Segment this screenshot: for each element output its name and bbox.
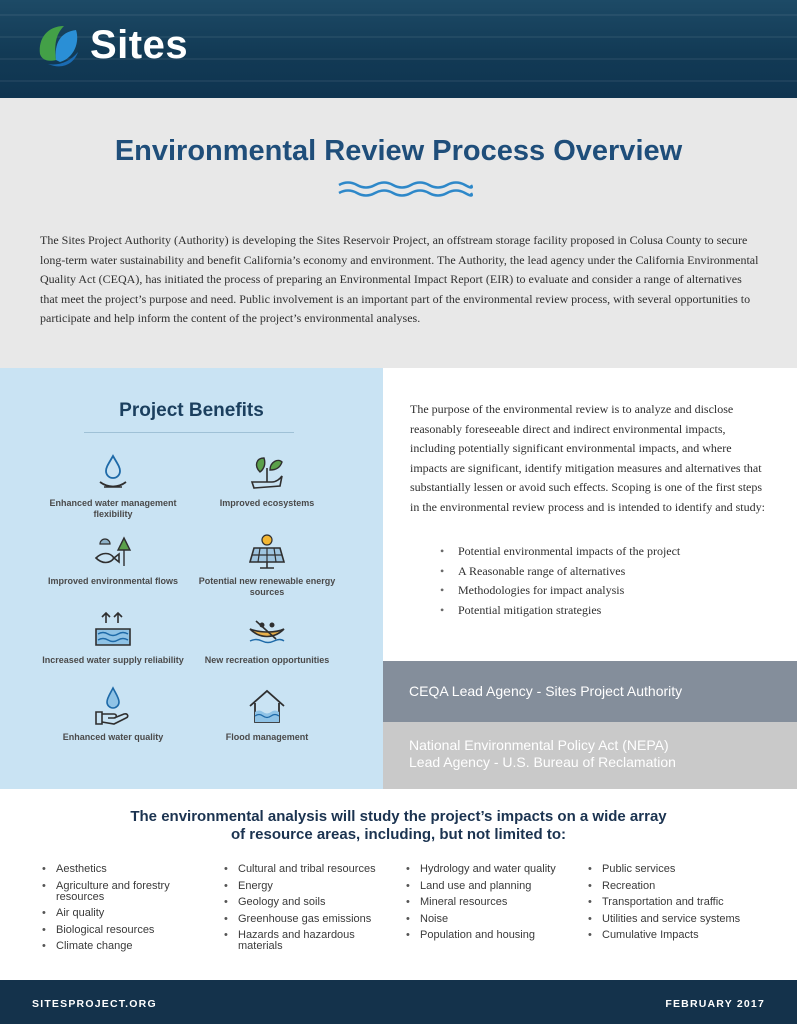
resources-heading bbox=[0, 808, 797, 844]
benefit-item bbox=[38, 686, 188, 743]
benefit-label: Flood management bbox=[225, 732, 309, 742]
benefits-divider bbox=[84, 432, 294, 433]
list-item: • Greenhouse gas emissions bbox=[224, 914, 402, 925]
resources-column-4 bbox=[588, 864, 778, 947]
benefit-label: Enhanced water management flexibility bbox=[49, 498, 177, 519]
list-item: • Methodologies for impact analysis bbox=[440, 581, 680, 601]
benefit-item bbox=[192, 452, 342, 509]
benefit-item bbox=[38, 452, 188, 519]
list-item: • Agriculture and forestry resources bbox=[42, 881, 212, 903]
resources-column-1 bbox=[42, 864, 212, 958]
page-title: Environmental Review Process Overview bbox=[114, 135, 683, 167]
list-item: • Air quality bbox=[42, 908, 212, 919]
wave-divider-icon bbox=[337, 180, 473, 198]
benefit-item bbox=[192, 609, 342, 666]
list-item: • Aesthetics bbox=[42, 864, 212, 875]
list-item: • Hydrology and water quality bbox=[406, 864, 592, 875]
list-item: • Hazards and hazardous materials bbox=[224, 930, 402, 952]
water-drop-hand-icon bbox=[92, 452, 134, 494]
resources-column-2 bbox=[224, 864, 402, 958]
benefit-label: New recreation opportunities bbox=[204, 655, 330, 665]
list-item: • Cumulative Impacts bbox=[588, 930, 778, 941]
intro-paragraph: The Sites Project Authority (Authority) is developing the Sites Reservoir Project, an offstream storage facility proposed in Colusa County to secure long-term water sustainability and benefit California’s economy and environment. The Authority, the lead agency under the California Environmental Quality Act (CEQA), has initiated the process of preparing an Environmental Impact Report (EIR) to evaluate and consider a range of alternatives that meet the project’s purpose and need. Public involvement is an important part of the environmental review process, with several opportunities to participate and help inform the content of the project’s environmental analyses. bbox=[40, 233, 759, 325]
publication-date: FEBRUARY 2017 bbox=[665, 998, 765, 1010]
list-item: • Potential environmental impacts of the project bbox=[440, 542, 680, 562]
list-item: • Transportation and traffic bbox=[588, 897, 778, 908]
nepa-agency-line2: Lead Agency - U.S. Bureau of Reclamation bbox=[409, 754, 676, 770]
drop-in-hand-icon bbox=[92, 686, 134, 728]
list-item: • Noise bbox=[406, 914, 592, 925]
water-level-icon bbox=[92, 609, 134, 651]
leaf-hand-icon bbox=[246, 452, 288, 494]
canoe-icon bbox=[246, 609, 288, 651]
logo-text: Sites bbox=[90, 22, 189, 67]
list-item: • Potential mitigation strategies bbox=[440, 601, 680, 621]
benefit-label: Improved environmental flows bbox=[47, 576, 179, 586]
sites-logo[interactable] bbox=[34, 20, 188, 70]
list-item: • Mineral resources bbox=[406, 897, 592, 908]
list-item: • Energy bbox=[224, 881, 402, 892]
purpose-paragraph: The purpose of the environmental review is to analyze and disclose reasonably foreseeable direct and indirect environmental impacts, including potentially significant environmental impacts, and where impacts are significant, identify mitigation measures and alternatives that substantially lessen or avoid such effects. Scoping is one of the first steps in the environmental review process and is intended to identify and study: bbox=[410, 402, 765, 514]
benefit-item bbox=[192, 686, 342, 743]
scoping-list bbox=[440, 542, 680, 620]
list-item: • Biological resources bbox=[42, 925, 212, 936]
list-item: • Utilities and service systems bbox=[588, 914, 778, 925]
benefits-title: Project Benefits bbox=[119, 400, 264, 421]
resources-column-3 bbox=[406, 864, 592, 947]
sites-logo-icon bbox=[34, 20, 84, 70]
list-item: • Public services bbox=[588, 864, 778, 875]
ceqa-agency-text: CEQA Lead Agency - Sites Project Authority bbox=[409, 683, 683, 699]
list-item: • Climate change bbox=[42, 941, 212, 952]
list-item: • Recreation bbox=[588, 881, 778, 892]
solar-panel-icon bbox=[246, 530, 288, 572]
list-item: • Land use and planning bbox=[406, 881, 592, 892]
resources-heading-line2: of resource areas, including, but not limited to: bbox=[230, 826, 567, 843]
benefit-item bbox=[38, 530, 188, 587]
list-item: • A Reasonable range of alternatives bbox=[440, 562, 680, 582]
resources-heading-line1: The environmental analysis will study the project’s impacts on a wide array bbox=[130, 808, 667, 825]
header-banner bbox=[0, 0, 797, 98]
nepa-lead-agency bbox=[383, 722, 797, 789]
benefit-item bbox=[38, 609, 188, 666]
benefit-label: Improved ecosystems bbox=[219, 498, 315, 508]
benefit-label: Enhanced water quality bbox=[62, 732, 164, 742]
benefit-label: Potential new renewable energy sources bbox=[198, 576, 336, 597]
list-item: • Cultural and tribal resources bbox=[224, 864, 402, 875]
list-item: • Geology and soils bbox=[224, 897, 402, 908]
house-flood-icon bbox=[246, 686, 288, 728]
nepa-agency-line1: National Environmental Policy Act (NEPA) bbox=[409, 737, 669, 753]
fish-tree-icon bbox=[92, 530, 134, 572]
website-link[interactable]: SITESPROJECT.ORG bbox=[32, 998, 157, 1010]
benefit-label: Increased water supply reliability bbox=[42, 655, 184, 665]
list-item: • Population and housing bbox=[406, 930, 592, 941]
benefit-item bbox=[192, 530, 342, 597]
ceqa-lead-agency bbox=[383, 661, 797, 722]
